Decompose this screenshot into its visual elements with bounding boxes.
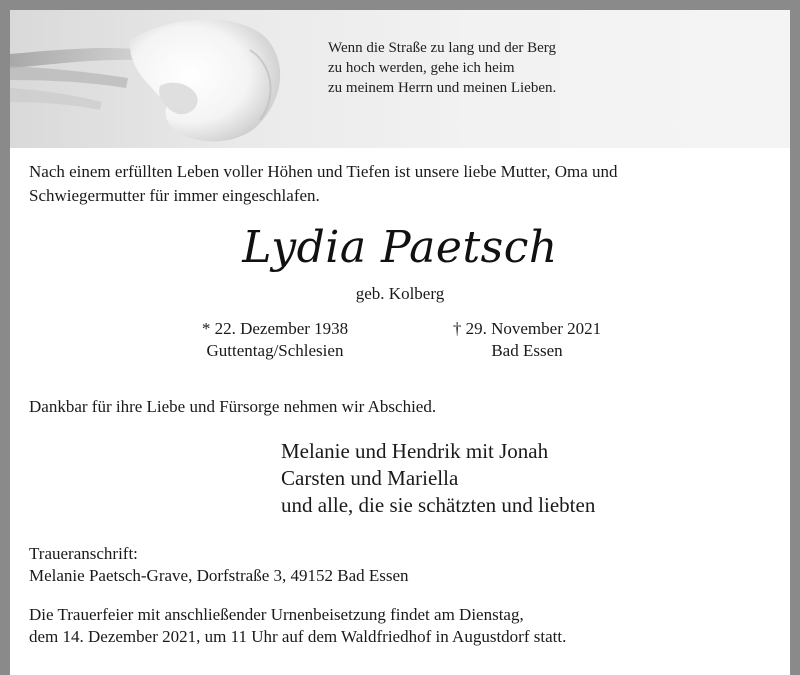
intro-line: Nach einem erfüllten Leben voller Höhen und Tiefen ist unsere liebe Mutter, Oma und [29,162,618,181]
birth-info [155,318,395,362]
mourner-line: und alle, die sie schätzten und liebten [281,493,596,517]
quote-line: zu meinem Herrn und meinen Lieben. [328,80,557,96]
ceremony-line: dem 14. Dezember 2021, um 11 Uhr auf dem Waldfriedhof in Augustdorf statt. [29,627,567,646]
death-info [407,318,647,362]
calla-lily-photo [10,10,300,148]
mourner-line: Carsten und Mariella [281,466,459,490]
mourner-line: Melanie und Hendrik mit Jonah [281,439,549,463]
thanks-text: Dankbar für ihre Liebe und Fürsorge nehmen wir Abschied. [29,397,437,416]
birth-date: * 22. Dezember 1938 [201,319,349,338]
maiden-name: geb. Kolberg [355,284,445,303]
mourners-list [281,438,595,519]
quote-line: Wenn die Straße zu lang und der Berg [328,40,557,56]
deceased-name: Lydia Paetsch [242,222,558,273]
intro-line: Schwiegermutter für immer eingeschlafen. [29,186,320,205]
ceremony-info [29,604,566,648]
address-line: Melanie Paetsch-Grave, Dorfstraße 3, 49152 Bad Essen [29,566,409,585]
quote [328,38,556,98]
birth-place: Guttentag/Schlesien [206,341,344,360]
address-label: Traueranschrift: [29,544,138,563]
header-banner [10,10,790,148]
death-date: † 29. November 2021 [452,319,602,338]
intro-text [29,160,769,208]
mourning-address [29,543,409,587]
quote-line: zu hoch werden, gehe ich heim [328,60,515,76]
death-place: Bad Essen [491,341,563,360]
ceremony-line: Die Trauerfeier mit anschließender Urnenbeisetzung findet am Dienstag, [29,605,524,624]
obituary-card [10,10,790,675]
